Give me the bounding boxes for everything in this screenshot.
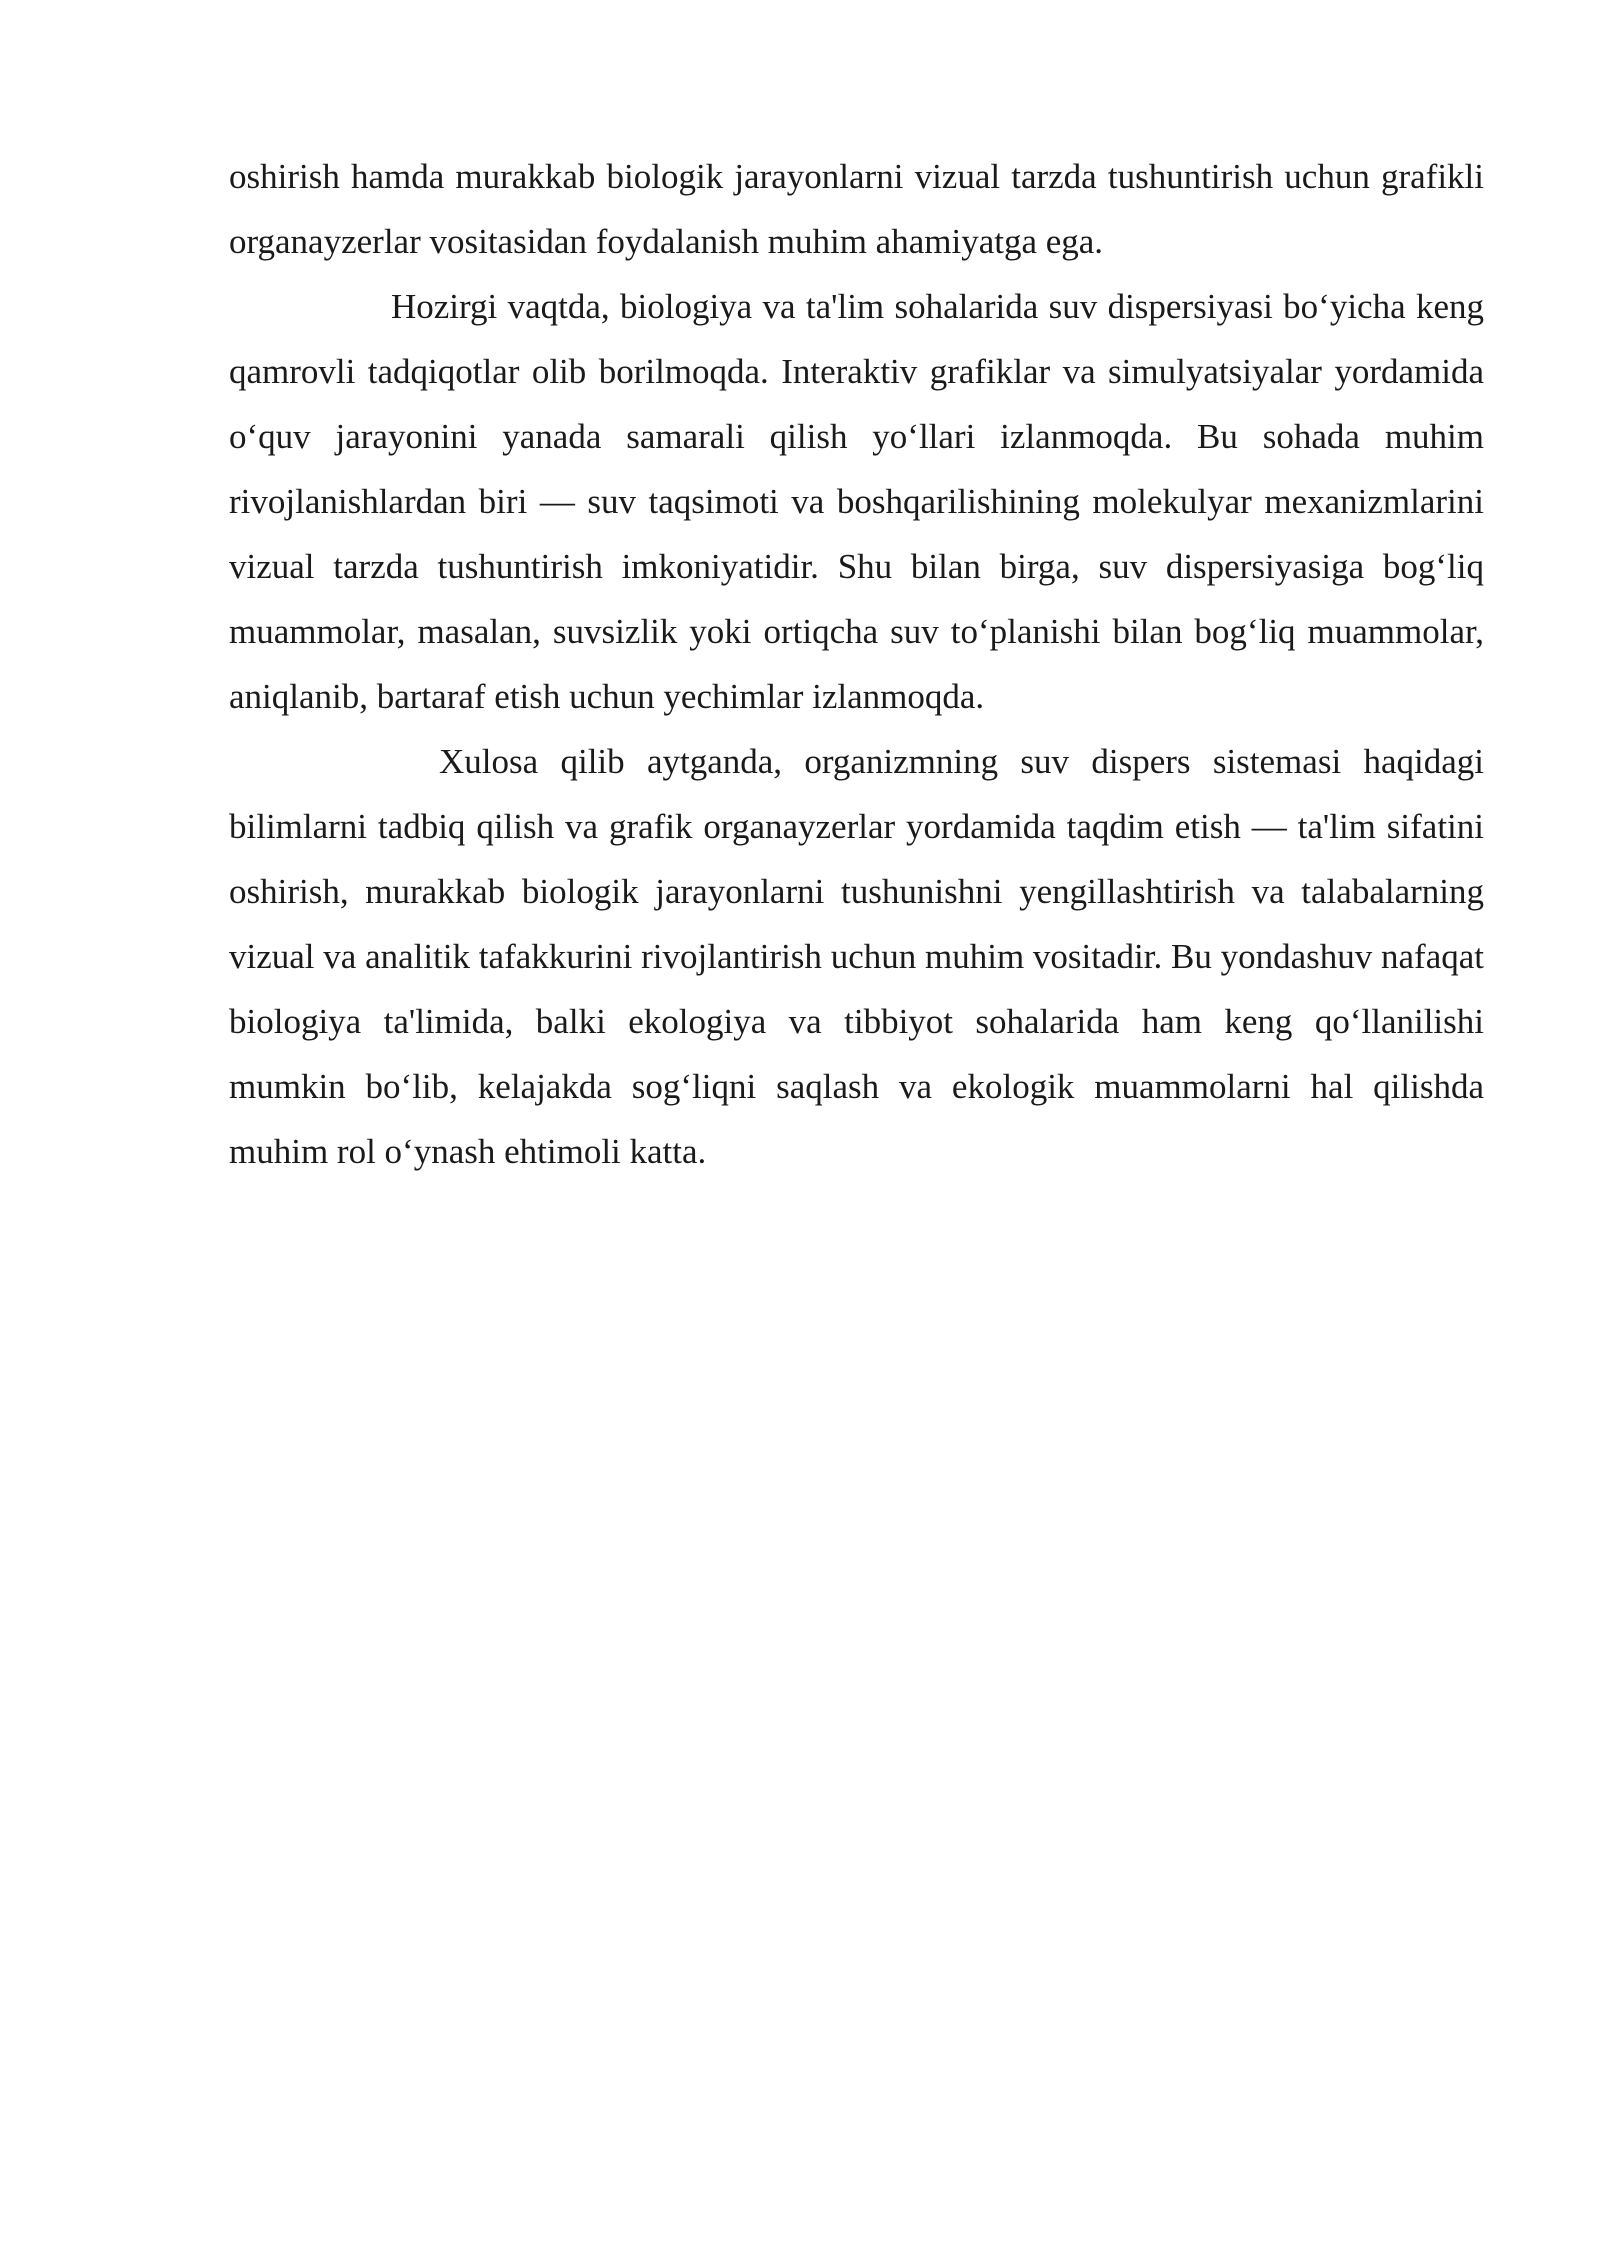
paragraph-research: Hozirgi vaqtda, biologiya va ta'lim sohalarida suv dispersiyasi bo‘yicha keng qamrovli tadqiqotlar olib borilmoqda. Interaktiv grafiklar va simulyatsiyalar yordamida o‘quv jarayonini yanada samarali qilish yo‘llari izlanmoqda. Bu sohada muhim rivojlanishlardan biri — suv taqsimoti va boshqarilishining molekulyar mexanizmlarini vizual tarzda tushuntirish imkoniyatidir. Shu bilan birga, suv dispersiyasiga bog‘liq muammolar, masalan, suvsizlik yoki ortiqcha suv to‘planishi bilan bog‘liq muammolar, aniqlanib, bartaraf etish uchun yechimlar izlanmoqda. [229, 287, 1484, 716]
paragraph-conclusion: Xulosa qilib aytganda, organizmning suv dispers sistemasi haqidagi bilimlarni tadbiq qilish va grafik organayzerlar yordamida taqdim etish — ta'lim sifatini oshirish, murakkab biologik jarayonlarni tushunishni yengillashtirish va talabalarning vizual va analitik tafakkurini rivojlantirish uchun muhim vositadir. Bu yondashuv nafaqat biologiya ta'limida, balki ekologiya va tibbiyot sohalarida ham keng qo‘llanilishi mumkin bo‘lib, kelajakda sog‘liqni saqlash va ekologik muammolarni hal qilishda muhim rol o‘ynash ehtimoli katta. [229, 742, 1484, 1171]
paragraph-continuation: oshirish hamda murakkab biologik jarayonlarni vizual tarzda tushuntirish uchun grafikli organayzerlar vositasidan foydalanish muhim ahamiyatga ega. [229, 157, 1484, 261]
body-text [229, 144, 1484, 1184]
